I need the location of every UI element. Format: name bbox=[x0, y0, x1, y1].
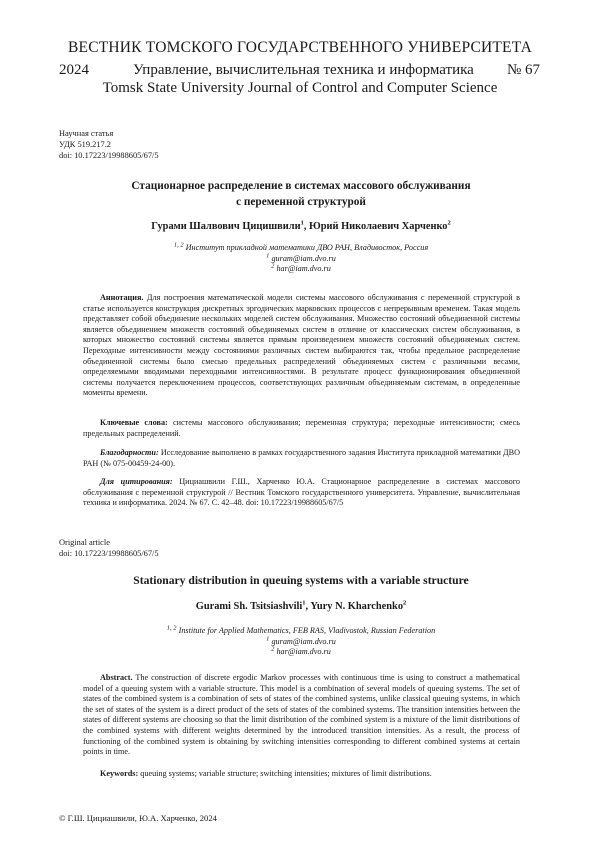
article-type-ru: Научная статья bbox=[59, 129, 114, 138]
author-2-en-sup: 2 bbox=[403, 599, 407, 607]
article-title-ru bbox=[60, 178, 542, 210]
author-2-ru: Юрий Николаевич Харченко bbox=[309, 221, 448, 232]
affiliation-ru-text: Институт прикладной математики ДВО РАН, Владивосток, Россия bbox=[183, 243, 429, 252]
abstract-en bbox=[83, 673, 520, 758]
title-ru-line-2: с переменной структурой bbox=[236, 196, 366, 208]
journal-title-en: Tomsk State University Journal of Control and Computer Science bbox=[102, 80, 498, 96]
udc-code: УДК 519.217.2 bbox=[59, 140, 111, 149]
acknowledgements-label: Благодарности: bbox=[100, 448, 159, 457]
author-1-en: Gurami Sh. Tsitsiashvili bbox=[195, 601, 303, 612]
email-1-en-sup: 1 bbox=[266, 634, 270, 642]
email-2-ru-sup: 2 bbox=[271, 262, 275, 270]
citation-label: Для цитирования: bbox=[100, 477, 173, 486]
email-1-ru-sup: 1 bbox=[266, 251, 270, 259]
author-2-en: Yury N. Kharchenko bbox=[310, 601, 404, 612]
author-1-ru: Гурами Шалвович Цицишвили bbox=[151, 221, 301, 232]
keywords-en-text: queuing systems; variable structure; switching intensities; mixtures of limit distributions. bbox=[138, 769, 432, 778]
keywords-en-label: Keywords: bbox=[100, 769, 139, 778]
email-1-en: guram@iam.dvo.ru bbox=[269, 636, 336, 646]
email-2-ru: har@iam.dvo.ru bbox=[274, 264, 331, 273]
title-ru-line-1: Стационарное распределение в системах массового обслуживания bbox=[131, 180, 471, 192]
authors-en bbox=[60, 601, 542, 612]
abstract-en-label: Abstract. bbox=[100, 673, 133, 682]
affiliation-ru-sup: 1, 2 bbox=[173, 241, 184, 249]
email-2-en: har@iam.dvo.ru bbox=[274, 647, 331, 656]
email-2-ru-line bbox=[60, 264, 542, 275]
keywords-en bbox=[83, 769, 520, 780]
journal-issue: № 67 bbox=[506, 62, 540, 78]
journal-year: 2024 bbox=[59, 62, 89, 78]
author-separator-en: , bbox=[305, 601, 311, 612]
acknowledgements bbox=[83, 448, 520, 469]
journal-series: Управление, вычислительная техника и информатика bbox=[133, 62, 474, 78]
abstract-ru bbox=[83, 293, 520, 399]
email-2-en-line bbox=[60, 647, 542, 658]
keywords-ru bbox=[83, 418, 520, 439]
affiliation-en-line bbox=[60, 626, 542, 637]
author-2-ru-sup: 2 bbox=[447, 219, 451, 227]
article-type-en: Original article bbox=[59, 538, 110, 547]
affiliation-ru-line bbox=[60, 243, 542, 254]
email-1-en-line bbox=[60, 634, 542, 648]
affiliation-en bbox=[60, 626, 542, 658]
article-title-en: Stationary distribution in queuing systems with a variable structure bbox=[133, 574, 469, 587]
copyright-notice: © Г.Ш. Цициашвили, Ю.А. Харченко, 2024 bbox=[59, 813, 217, 823]
affiliation-en-text: Institute for Applied Mathematics, FEB RAS, Vladivostok, Russian Federation bbox=[176, 626, 436, 635]
doi-ru: doi: 10.17223/19988605/67/5 bbox=[59, 151, 159, 160]
affiliation-en-sup: 1, 2 bbox=[166, 624, 177, 632]
authors-ru bbox=[60, 221, 542, 232]
affiliation-ru bbox=[60, 243, 542, 275]
email-1-ru-line bbox=[60, 251, 542, 265]
keywords-ru-label: Ключевые слова: bbox=[100, 418, 168, 427]
acknowledgements-text: Исследование выполнено в рамках государственного задания Института прикладной математики ДВО РАН (№ 075-00459-24-00). bbox=[83, 448, 520, 468]
abstract-ru-text: Для построения математической модели системы массового обслуживания с переменной структурой в статье используется конструкция дискретных эргодических марковских процессов с непрерывным временем. Такая модель представляет собой объединение нескольких моделей систем обслуживания. Множество состояний объединенной системы является объединением множеств состояний объединяемых систем в отличие от классических систем обслуживания, в которых множество состояний системы является прямым произведением множеств состояний объединяемых систем. Переходные интенсивности между состояниями различных систем выбираются так, чтобы предельное распределение объединенной системы было смесью предельных распределений объединяемых систем с различными весами, определяемыми вводимыми переходными интенсивностями. В результате процесс функционирования объединенной системы получается переключением процессов, соответствующих различным объединяемым системам, в определенные моменты времени. bbox=[83, 293, 520, 398]
citation bbox=[83, 477, 520, 509]
journal-title-ru: ВЕСТНИК ТОМСКОГО ГОСУДАРСТВЕННОГО УНИВЕРСИТЕТА bbox=[67, 39, 533, 56]
doi-en: doi: 10.17223/19988605/67/5 bbox=[59, 549, 159, 558]
author-separator-ru: , bbox=[303, 221, 310, 232]
author-1-en-sup: 1 bbox=[302, 599, 306, 607]
abstract-ru-label: Аннотация. bbox=[100, 293, 144, 302]
email-1-ru: guram@iam.dvo.ru bbox=[269, 253, 336, 263]
email-2-en-sup: 2 bbox=[271, 645, 275, 653]
abstract-en-text: The construction of discrete ergodic Markov processes with continuous time is using to construct a mathematical model of a queuing system with a variable structure. This model is a combination of several models of queuing systems. The set of states of the combined system is a combination of sets of states of the combined systems, unlike classical queuing systems, in which the set of states of the system is a direct product of the sets of states of the combined systems. The transition intensities between the states of different systems are choosing so that the limit distribution of the combined system is a mixture of the limit distributions of the combined systems with different weights determined by the introduced transition intensities. As a result, the process of functioning of the combined system is obtaining by switching intensities corresponding to different combined systems at certain points in time. bbox=[83, 673, 520, 757]
citation-text: Цициашвили Г.Ш., Харченко Ю.А. Стационарное распределение в системах массового обслуживания с переменной структурой // Вестник Томского государственного университета. Управление, вычислительная техника и информатика. 2024. № 67. С. 42–48. doi: 10.17223/19988605/67/5 bbox=[83, 477, 520, 508]
author-1-ru-sup: 1 bbox=[300, 219, 304, 227]
keywords-ru-text: системы массового обслуживания; переменная структура; переходные интенсивности; смесь предельных распределений. bbox=[83, 418, 520, 438]
